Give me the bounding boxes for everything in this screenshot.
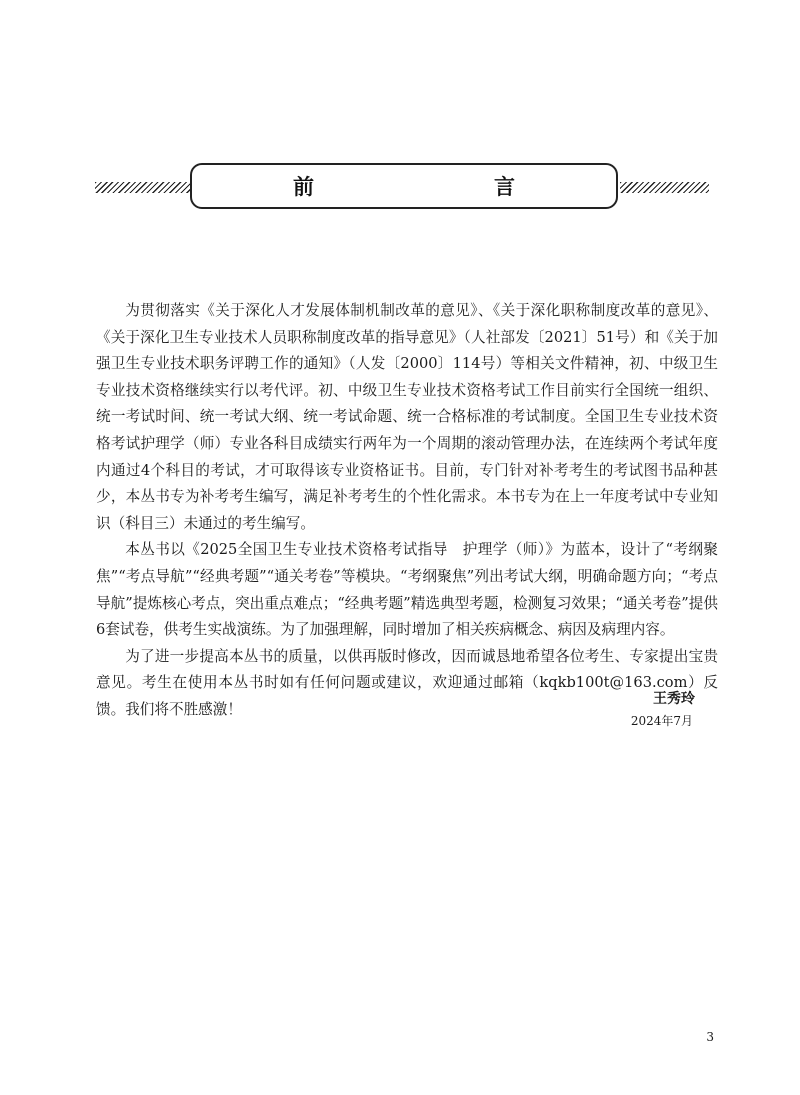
page-number: 3: [706, 1030, 714, 1044]
paragraph-3: 为了进一步提高本丛书的质量，以供再版时修改，因而诚恳地希望各位考生、专家提出宝贵意见。考生在使用本丛书时如有任何问题或建议，欢迎通过邮箱（kqkb100t@163.com）反馈。我们将不胜感激！: [96, 647, 718, 718]
paragraph-2: 本丛书以《2025全国卫生专业技术资格考试指导 护理学（师）》为蓝本，设计了“考纲聚焦”“考点导航”“经典考题”“通关考卷”等模块。“考纲聚焦”列出考试大纲，明确命题方向；“考点导航”提炼核心考点，突出重点难点；“经典考题”精选典型考题，检测复习效果；“通关考卷”提供6套试卷，供考生实战演练。为了加强理解，同时增加了相关疾病概念、病因及病理内容。: [96, 541, 718, 639]
page-title: 前 言: [293, 175, 561, 199]
paragraph-1: 为贯彻落实《关于深化人才发展体制机制改革的意见》、《关于深化职称制度改革的意见》、《关于深化卫生专业技术人员职称制度改革的指导意见》（人社部发〔2021〕51号）和《关于加强卫生专业技术职务评聘工作的通知》（人发〔2000〕114号）等相关文件精神，初、中级卫生专业技术资格继续实行以考代评。初、中级卫生专业技术资格考试工作目前实行全国统一组织、统一考试时间、统一考试大纲、统一考试命题、统一合格标准的考试制度。全国卫生专业技术资格考试护理学（师）专业各科目成绩实行两年为一个周期的滚动管理办法，在连续两个考试年度内通过4个科目的考试，才可取得该专业资格证书。目前，专门针对补考考生的考试图书品种甚少，本丛书专为补考考生编写，满足补考考生的个性化需求。本书专为在上一年度考试中专业知识（科目三）未通过的考生编写。: [96, 302, 718, 532]
title-frame: [190, 163, 618, 209]
title-hatch-left: [95, 182, 190, 193]
preface-title-banner: [95, 163, 709, 213]
title-hatch-right: [620, 182, 709, 193]
author-signature: 王秀玲: [653, 691, 695, 707]
preface-date: 2024年7月: [630, 714, 693, 728]
preface-body: [96, 298, 718, 724]
